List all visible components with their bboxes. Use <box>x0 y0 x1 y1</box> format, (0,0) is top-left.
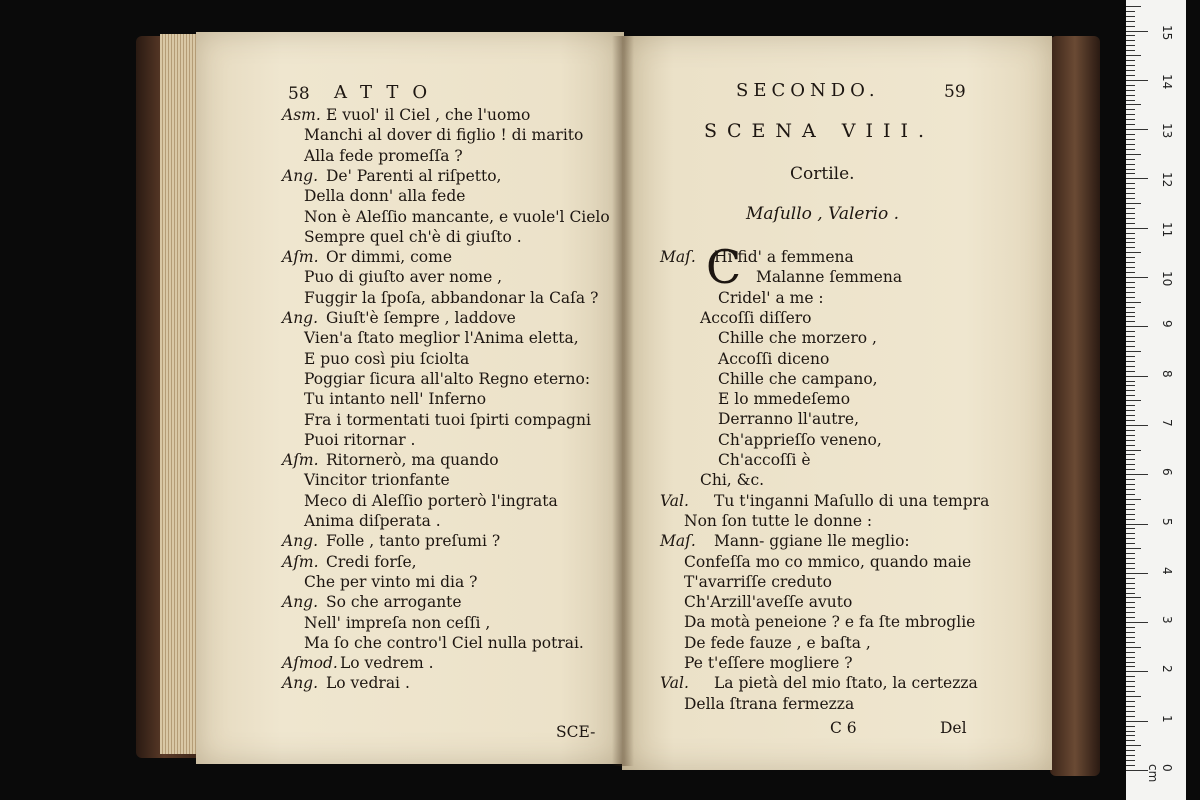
verse-line: Anima diſperata . <box>304 512 441 530</box>
scene-setting: Cortile. <box>790 164 855 184</box>
verse-line: Cridel' a me : <box>718 288 824 307</box>
ruler-tick <box>1126 538 1135 539</box>
ruler-tick <box>1126 583 1135 584</box>
ruler-tick <box>1126 563 1135 564</box>
ruler-tick <box>1126 149 1135 150</box>
ruler-tick <box>1126 597 1141 598</box>
ruler-tick <box>1126 233 1135 234</box>
ruler-tick <box>1126 632 1135 633</box>
ruler-tick <box>1126 341 1135 342</box>
ruler-tick <box>1126 509 1135 510</box>
ruler-tick <box>1126 740 1135 741</box>
right-running-head: SECONDO. <box>736 80 880 101</box>
ruler-tick <box>1126 405 1135 406</box>
verse-line: Folle , tanto preſumi ? <box>326 532 501 551</box>
ruler-tick <box>1126 494 1135 495</box>
ruler-tick <box>1126 464 1135 465</box>
ruler-tick <box>1126 647 1141 648</box>
verse-line: E puo così piu ſciolta <box>304 349 470 368</box>
ruler-tick <box>1126 514 1135 515</box>
ruler-tick <box>1126 760 1135 761</box>
ruler-tick <box>1126 100 1135 101</box>
speaker-label: Aſm. <box>282 552 319 571</box>
ruler-tick <box>1126 312 1135 313</box>
ruler-label: 10 <box>1160 271 1174 287</box>
ruler-tick <box>1126 607 1135 608</box>
ruler-label: 15 <box>1160 24 1174 40</box>
ruler-tick <box>1126 602 1135 603</box>
left-page-number: 58 <box>288 84 310 104</box>
ruler-tick <box>1126 573 1148 574</box>
right-page-number: 59 <box>944 82 966 102</box>
verse-line: Meco di Aleſſio porterò l'ingrata <box>304 491 558 510</box>
verse-line: Manchi al dover di figlio ! di marito <box>304 126 584 145</box>
ruler-tick <box>1126 361 1135 362</box>
ruler-tick <box>1126 159 1135 160</box>
ruler-tick <box>1126 721 1148 722</box>
verse-line: Vien'a ſtato meglior l'Anima eletta, <box>304 329 579 348</box>
ruler-tick <box>1126 208 1135 209</box>
speaker-label: Aſm. <box>282 248 319 267</box>
verse-line: Che per vinto mi dia ? <box>304 572 478 591</box>
ruler-tick <box>1126 735 1135 736</box>
ruler-tick <box>1126 287 1135 288</box>
verse-line: Fra i tormentati tuoi ſpirti compagni <box>304 410 591 429</box>
ruler-tick <box>1126 726 1135 727</box>
verse-line: Della donn' alla fede <box>304 187 466 206</box>
ruler-tick <box>1126 578 1135 579</box>
ruler-label: 1 <box>1160 714 1174 723</box>
ruler-tick <box>1126 26 1135 27</box>
verse-line: Pe t'eſſere mogliere ? <box>684 654 853 672</box>
ruler-tick <box>1126 85 1135 86</box>
verse-line: Hi fid' a femmena <box>714 248 854 266</box>
ruler-tick <box>1126 223 1135 224</box>
verse-line: Poggiar ſicura all'alto Regno eterno: <box>304 369 591 388</box>
verse-line: E vuol' il Ciel , che l'uomo <box>326 106 531 124</box>
verse-line: Chi, &c. <box>700 471 765 490</box>
ruler-tick <box>1126 95 1135 96</box>
verse-line: Lo vedrai . <box>326 674 410 693</box>
verse-line: Confeſſa mo co mmico, quando maie <box>684 552 972 571</box>
ruler-tick <box>1126 671 1148 672</box>
ruler-tick <box>1126 716 1135 717</box>
verse-line: De' Parenti al riſpetto, <box>326 166 502 185</box>
ruler-tick <box>1126 366 1135 367</box>
verse-line: Vincitor trionfante <box>304 471 450 490</box>
ruler-tick <box>1126 90 1135 91</box>
ruler-tick <box>1126 371 1135 372</box>
ruler-tick <box>1126 706 1135 707</box>
ruler-tick <box>1126 154 1141 155</box>
verse-line: Ch'apprieſſo veneno, <box>718 430 882 449</box>
ruler-tick <box>1126 450 1141 451</box>
measuring-ruler <box>1126 0 1186 800</box>
scene-characters: Maſullo , Valerio . <box>746 204 900 224</box>
verse-line: Or dimmi, come <box>326 248 453 267</box>
ruler-tick <box>1126 528 1135 529</box>
left-catchword: SCE- <box>556 723 596 741</box>
ruler-tick <box>1126 272 1135 273</box>
verse-line: Ma ſo che contro'l Ciel nulla potrai. <box>304 633 584 652</box>
ruler-tick <box>1126 385 1135 386</box>
ruler-tick <box>1126 445 1135 446</box>
ruler-tick <box>1126 11 1135 12</box>
verse-line: La pietà del mio ſtato, la certezza <box>714 674 978 693</box>
speaker-label: Maſ. <box>660 532 696 551</box>
ruler-label: 3 <box>1160 616 1174 624</box>
verse-line: Non è Aleſſio mancante, e vuole'l Cielo <box>304 207 610 226</box>
ruler-tick <box>1126 420 1135 421</box>
ruler-label: 7 <box>1160 418 1174 427</box>
ruler-tick <box>1126 701 1135 702</box>
ruler-tick <box>1126 346 1135 347</box>
verse-line: Ch'accoſſi è <box>718 451 811 469</box>
verse-line: Chille che campano, <box>718 369 878 388</box>
ruler-tick <box>1126 326 1148 327</box>
ruler-tick <box>1126 35 1135 36</box>
verse-line: Nell' impreſa non ceſſi , <box>304 613 491 632</box>
ruler-tick <box>1126 617 1135 618</box>
ruler-tick <box>1126 129 1148 130</box>
ruler-tick <box>1126 548 1141 549</box>
ruler-tick <box>1126 55 1141 56</box>
ruler-label: 8 <box>1160 369 1174 378</box>
verse-line: Della ſtrana fermezza <box>684 694 855 713</box>
book-gutter <box>612 36 634 766</box>
ruler-tick <box>1126 65 1135 66</box>
ruler-tick <box>1126 627 1135 628</box>
ruler-tick <box>1126 218 1135 219</box>
verse-line: Chille che morzero , <box>718 329 877 348</box>
ruler-tick <box>1126 686 1135 687</box>
ruler-tick <box>1126 75 1135 76</box>
verse-line: Non ſon tutte le donne : <box>684 511 873 530</box>
ruler-tick <box>1126 637 1135 638</box>
ruler-tick <box>1126 282 1135 283</box>
ruler-tick <box>1126 642 1135 643</box>
book-cover-right <box>1050 36 1100 776</box>
speaker-label: Val. <box>660 674 689 693</box>
ruler-tick <box>1126 173 1135 174</box>
ruler-tick <box>1126 109 1135 110</box>
ruler-tick <box>1126 193 1135 194</box>
ruler-tick <box>1126 543 1135 544</box>
ruler-tick <box>1126 533 1135 534</box>
ruler-tick <box>1126 755 1135 756</box>
ruler-label: 4 <box>1160 566 1174 575</box>
verse-line: Giuſt'è ſempre , laddove <box>326 309 516 327</box>
ruler-tick <box>1126 553 1135 554</box>
ruler-tick <box>1126 6 1141 7</box>
ruler-tick <box>1126 297 1135 298</box>
ruler-tick <box>1126 21 1135 22</box>
ruler-tick <box>1126 390 1135 391</box>
ruler-label: 0 cm <box>1146 764 1174 783</box>
ruler-label: 9 <box>1160 320 1174 328</box>
ruler-tick <box>1126 459 1135 460</box>
verse-line: Accoſſi diceno <box>718 349 830 368</box>
ruler-tick <box>1126 568 1135 569</box>
verse-line: Fuggir la ſpoſa, abbandonar la Caſa ? <box>304 288 599 307</box>
verse-line: Sempre quel ch'è di giuſto . <box>304 227 522 246</box>
ruler-tick <box>1126 770 1148 771</box>
verse-line: Puo di giuſto aver nome , <box>304 268 503 287</box>
ruler-tick <box>1126 336 1135 337</box>
ruler-tick <box>1126 144 1135 145</box>
ruler-tick <box>1126 70 1135 71</box>
ruler-tick <box>1126 238 1135 239</box>
speaker-label: Ang. <box>282 532 319 551</box>
ruler-tick <box>1126 440 1135 441</box>
ruler-tick <box>1126 435 1135 436</box>
ruler-tick <box>1126 676 1135 677</box>
speaker-label: Ang. <box>282 309 319 327</box>
ruler-tick <box>1126 119 1135 120</box>
ruler-tick <box>1126 410 1135 411</box>
ruler-tick <box>1126 652 1135 653</box>
page-edges <box>160 34 200 754</box>
ruler-tick <box>1126 31 1148 32</box>
ruler-tick <box>1126 484 1135 485</box>
ruler-tick <box>1126 454 1135 455</box>
verse-line: Ch'Arzill'aveſſe avuto <box>684 593 853 612</box>
verse-line: Tu t'inganni Maſullo di una tempra <box>714 491 990 510</box>
verse-line: Credi forſe, <box>326 552 417 571</box>
verse-line: E lo mmedeſemo <box>718 390 851 409</box>
ruler-tick <box>1126 524 1148 525</box>
ruler-tick <box>1126 662 1135 663</box>
ruler-tick <box>1126 134 1135 135</box>
scene-title: SCENA VIII. <box>704 120 935 142</box>
ruler-tick <box>1126 519 1135 520</box>
ruler-tick <box>1126 612 1135 613</box>
ruler-tick <box>1126 307 1135 308</box>
ruler-label: 12 <box>1160 172 1174 188</box>
verse-line: Malanne ſemmena <box>756 268 903 287</box>
ruler-tick <box>1126 691 1135 692</box>
ruler-tick <box>1126 183 1135 184</box>
speaker-label: Ang. <box>282 166 319 185</box>
speaker-label: Aſm. <box>282 451 319 470</box>
ruler-tick <box>1126 415 1135 416</box>
verse-line: Ritornerò, ma quando <box>326 451 499 470</box>
verse-line: Lo vedrem . <box>340 654 434 673</box>
right-catchword: Del <box>940 719 967 737</box>
ruler-tick <box>1126 203 1141 204</box>
ruler-tick <box>1126 489 1135 490</box>
ruler-tick <box>1126 16 1135 17</box>
ruler-tick <box>1126 681 1135 682</box>
ruler-tick <box>1126 745 1141 746</box>
ruler-tick <box>1126 469 1135 470</box>
verse-line: De fede fauze , e baſta , <box>684 633 871 652</box>
ruler-tick <box>1126 504 1135 505</box>
ruler-tick <box>1126 257 1135 258</box>
verse-line: Puoi ritornar . <box>304 430 416 449</box>
ruler-tick <box>1126 479 1135 480</box>
verse-line: Derranno ll'autre, <box>718 410 860 429</box>
ruler-tick <box>1126 711 1135 712</box>
verse-line: Alla fede promeſſa ? <box>304 146 463 165</box>
ruler-tick <box>1126 277 1148 278</box>
ruler-tick <box>1126 381 1135 382</box>
drop-cap: C <box>706 240 742 294</box>
ruler-tick <box>1126 80 1148 81</box>
ruler-tick <box>1126 331 1135 332</box>
speaker-label: Maſ. <box>660 248 696 266</box>
ruler-label: 11 <box>1160 221 1174 237</box>
ruler-tick <box>1126 376 1148 377</box>
ruler-tick <box>1126 316 1135 317</box>
ruler-label: 2 <box>1160 665 1174 674</box>
speaker-label: Val. <box>660 491 689 510</box>
speaker-label: Ang. <box>282 674 319 693</box>
ruler-tick <box>1126 558 1135 559</box>
ruler-tick <box>1126 302 1141 303</box>
ruler-tick <box>1126 765 1135 766</box>
ruler-tick <box>1126 395 1135 396</box>
signature-mark: C 6 <box>830 719 857 737</box>
verse-line: So che arrogante <box>326 593 462 612</box>
ruler-tick <box>1126 425 1148 426</box>
ruler-tick <box>1126 430 1135 431</box>
ruler-tick <box>1126 139 1135 140</box>
verse-line: Tu intanto nell' Inferno <box>304 390 487 409</box>
ruler-tick <box>1126 60 1135 61</box>
ruler-tick <box>1126 45 1135 46</box>
ruler-tick <box>1126 114 1135 115</box>
verse-line: T'avarriſſe creduto <box>684 572 832 591</box>
ruler-tick <box>1126 164 1135 165</box>
left-running-head: ATTO <box>334 82 442 103</box>
speaker-label: Aſmod. <box>282 654 338 673</box>
ruler-tick <box>1126 622 1148 623</box>
ruler-tick <box>1126 657 1135 658</box>
ruler-tick <box>1126 262 1135 263</box>
ruler-tick <box>1126 499 1141 500</box>
ruler-tick <box>1126 40 1135 41</box>
ruler-tick <box>1126 198 1135 199</box>
ruler-tick <box>1126 50 1135 51</box>
ruler-tick <box>1126 321 1135 322</box>
ruler-label: 13 <box>1160 123 1174 139</box>
ruler-tick <box>1126 213 1135 214</box>
ruler-tick <box>1126 400 1141 401</box>
ruler-tick <box>1126 169 1135 170</box>
ruler-tick <box>1126 252 1141 253</box>
ruler-tick <box>1126 247 1135 248</box>
ruler-tick <box>1126 731 1135 732</box>
ruler-tick <box>1126 124 1135 125</box>
ruler-tick <box>1126 356 1135 357</box>
ruler-tick <box>1126 178 1148 179</box>
ruler-tick <box>1126 267 1135 268</box>
ruler-tick <box>1126 474 1148 475</box>
ruler-label: 5 <box>1160 517 1174 526</box>
ruler-tick <box>1126 242 1135 243</box>
ruler-tick <box>1126 696 1141 697</box>
ruler-tick <box>1126 593 1135 594</box>
ruler-tick <box>1126 750 1135 751</box>
ruler-label: 14 <box>1160 73 1174 90</box>
speaker-label: Ang. <box>282 593 319 612</box>
ruler-tick <box>1126 228 1148 229</box>
ruler-tick <box>1126 188 1135 189</box>
ruler-tick <box>1126 588 1135 589</box>
speaker-label: Asm. <box>282 106 321 124</box>
verse-line: Da motà peneione ? e fa ſte mbroglie <box>684 613 976 632</box>
ruler-tick <box>1126 666 1135 667</box>
ruler-label: 6 <box>1160 468 1174 476</box>
ruler-tick <box>1126 351 1141 352</box>
verse-line: Accoſſi diſſero <box>700 308 812 327</box>
ruler-tick <box>1126 292 1135 293</box>
ruler-tick <box>1126 104 1141 105</box>
verse-line: Mann- ggiane lle meglio: <box>714 532 910 551</box>
